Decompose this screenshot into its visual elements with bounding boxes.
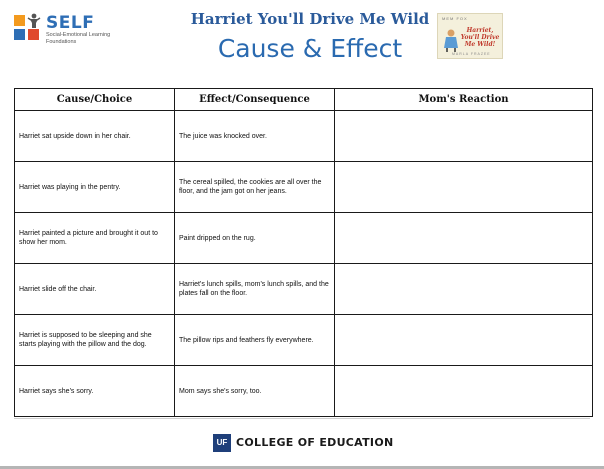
page-subtitle: Cause & Effect bbox=[217, 34, 403, 63]
footer-divider bbox=[14, 418, 590, 419]
cause-cell: Harriet sat upside down in her chair. bbox=[15, 111, 175, 162]
table-header-row bbox=[15, 89, 593, 111]
table-row bbox=[15, 162, 593, 213]
cause-cell: Harriet was playing in the pentry. bbox=[15, 162, 175, 213]
cause-cell: Harriet slide off the chair. bbox=[15, 264, 175, 315]
reaction-cell[interactable] bbox=[335, 162, 593, 213]
header-reaction: Mom's Reaction bbox=[335, 89, 593, 111]
cause-cell: Harriet painted a picture and brought it out to show her mom. bbox=[15, 213, 175, 264]
table-row bbox=[15, 366, 593, 417]
page-title: Harriet You'll Drive Me Wild bbox=[190, 10, 430, 28]
header-effect: Effect/Consequence bbox=[175, 89, 335, 111]
header-cause: Cause/Choice bbox=[15, 89, 175, 111]
book-cover-author: MEM FOX bbox=[442, 16, 468, 21]
table-row bbox=[15, 315, 593, 366]
reaction-cell[interactable] bbox=[335, 111, 593, 162]
reaction-cell[interactable] bbox=[335, 366, 593, 417]
reaction-cell[interactable] bbox=[335, 213, 593, 264]
cause-cell: Harriet is supposed to be sleeping and she starts playing with the pillow and the dog. bbox=[15, 315, 175, 366]
girl-illustration-icon bbox=[443, 28, 459, 52]
effect-cell: Harriet's lunch spills, mom's lunch spills, and the plates fall on the floor. bbox=[175, 264, 335, 315]
logo-square-orange bbox=[14, 15, 25, 26]
reaction-cell[interactable] bbox=[335, 264, 593, 315]
effect-cell: The juice was knocked over. bbox=[175, 111, 335, 162]
logo-subtitle: Social-Emotional Learning Foundations bbox=[46, 32, 111, 45]
logo-word: SELF bbox=[46, 13, 95, 33]
table-row bbox=[15, 111, 593, 162]
book-cover-title: Harriet, You'll Drive Me Wild! bbox=[460, 27, 500, 48]
logo-square-blue bbox=[14, 29, 25, 40]
effect-cell: The cereal spilled, the cookies are all over the floor, and the jam got on her jeans. bbox=[175, 162, 335, 213]
person-icon bbox=[26, 13, 42, 29]
table-row bbox=[15, 264, 593, 315]
effect-cell: Paint dripped on the rug. bbox=[175, 213, 335, 264]
cause-cell: Harriet says she's sorry. bbox=[15, 366, 175, 417]
table-row bbox=[15, 213, 593, 264]
book-cover-illustrator: MARLA FRAZEE bbox=[452, 52, 491, 56]
uf-badge: UF bbox=[213, 434, 231, 452]
book-cover-image bbox=[437, 13, 503, 59]
college-name: COLLEGE OF EDUCATION bbox=[236, 436, 394, 449]
effect-cell: Mom says she's sorry, too. bbox=[175, 366, 335, 417]
reaction-cell[interactable] bbox=[335, 315, 593, 366]
cause-effect-table bbox=[14, 88, 593, 417]
self-logo-mark bbox=[12, 13, 42, 43]
logo-square-red bbox=[28, 29, 39, 40]
self-logo bbox=[12, 13, 112, 47]
effect-cell: The pillow rips and feathers fly everywhere. bbox=[175, 315, 335, 366]
